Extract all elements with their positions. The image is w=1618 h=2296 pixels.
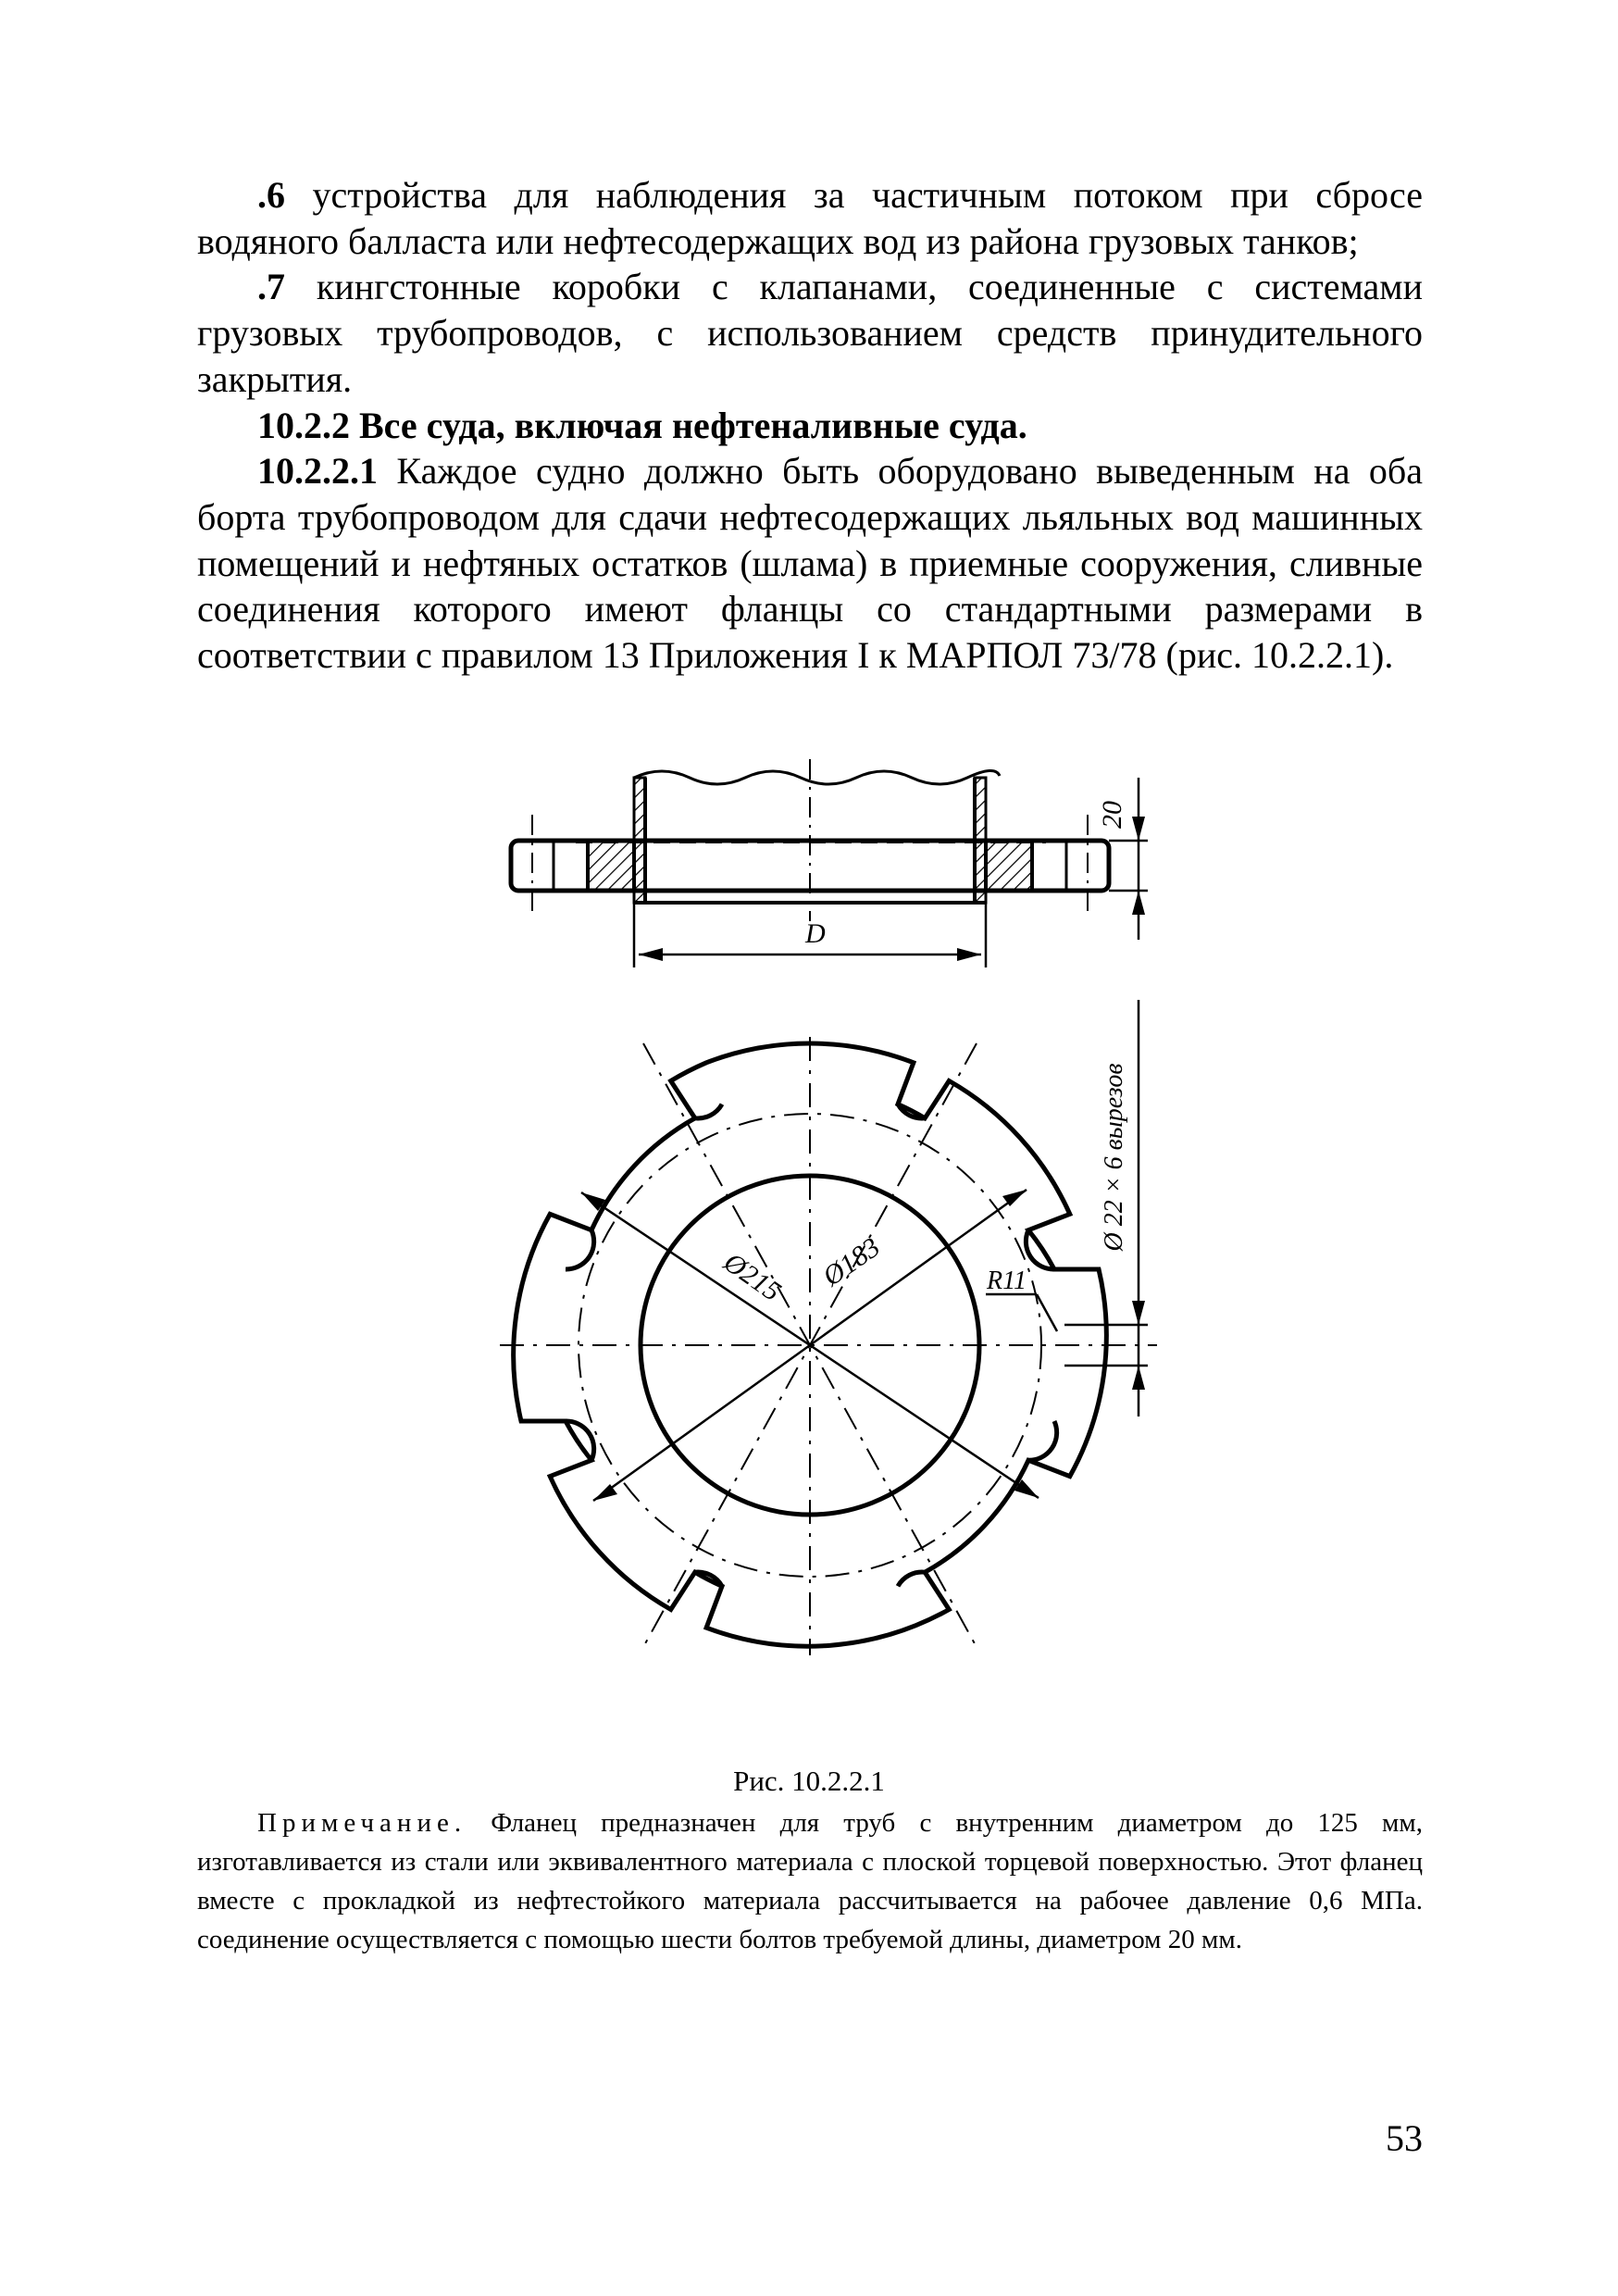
flange-hatch-left: [588, 841, 634, 891]
paragraph-10-2-2-1-text: Каждое судно должно быть оборудовано выведенным на оба борта трубопроводом для сдачи нефтесодержащих льяльных вод машинных помещений и нефтяных остатков (шлама) в приемные сооружения, сливные соединения которого имеют фланцы со стандартными размерами в соответствии с правилом 13 Приложения I к МАРПОЛ 73/78 (рис. 10.2.2.1).: [197, 450, 1423, 677]
dimension-thickness-label: 20: [1097, 801, 1127, 829]
figure-note: [197, 1803, 1423, 1959]
paragraph-7-text: кингстонные коробки с клапанами, соединенные с системами грузовых трубопроводов, с использованием средств принудительного закрытия.: [197, 266, 1423, 400]
flange-drawing-svg: [463, 759, 1166, 1722]
section-heading: [197, 403, 1423, 449]
paragraph-7: [197, 264, 1423, 402]
paragraph-10-2-2-1: [197, 448, 1423, 679]
pipe-break-line: [634, 770, 1000, 784]
note-text: Фланец предназначен для труб с внутренним диаметром до 125 мм, изготавливается из стали или эквивалентного материала с плоской торцевой поверхностью. Этот фланец вместе с прокладкой из нефтестойкого материала рассчитывается на рабочее давление 0,6 МПа. соединение осуществляется с помощью шести болтов требуемой длины, диаметром 20 мм.: [197, 1808, 1423, 1954]
outer-diameter-label: Ø215: [717, 1246, 787, 1307]
paragraph-6-lead: .6: [257, 174, 285, 216]
radius-label: R11: [987, 1267, 1027, 1295]
page-number: 53: [1386, 2117, 1423, 2159]
paragraph-6: [197, 172, 1423, 264]
flange-section-view: [511, 759, 1148, 967]
figure-caption: Рис. 10.2.2.1: [733, 1765, 885, 1797]
paragraph-7-lead: .7: [257, 266, 285, 308]
paragraph-6-text: устройства для наблюдения за частичным потоком при сбросе водяного балласта или нефтесодержащих вод из района грузовых танков;: [197, 174, 1423, 262]
paragraph-10-2-2-1-lead: 10.2.2.1: [257, 450, 378, 493]
flange-plan-view: [500, 1000, 1157, 1655]
note-label: Примечание.: [257, 1808, 467, 1838]
slots-label: Ø 22 × 6 вырезов: [1100, 1063, 1128, 1252]
dimension-d-label: D: [805, 918, 826, 949]
flange-hatch-right: [986, 841, 1032, 891]
inner-diameter-label: Ø183: [817, 1231, 886, 1292]
section-heading-text: 10.2.2 Все суда, включая нефтеналивные суда.: [257, 404, 1027, 446]
body-text: [197, 172, 1423, 679]
flange-drawing: [463, 759, 1166, 1722]
